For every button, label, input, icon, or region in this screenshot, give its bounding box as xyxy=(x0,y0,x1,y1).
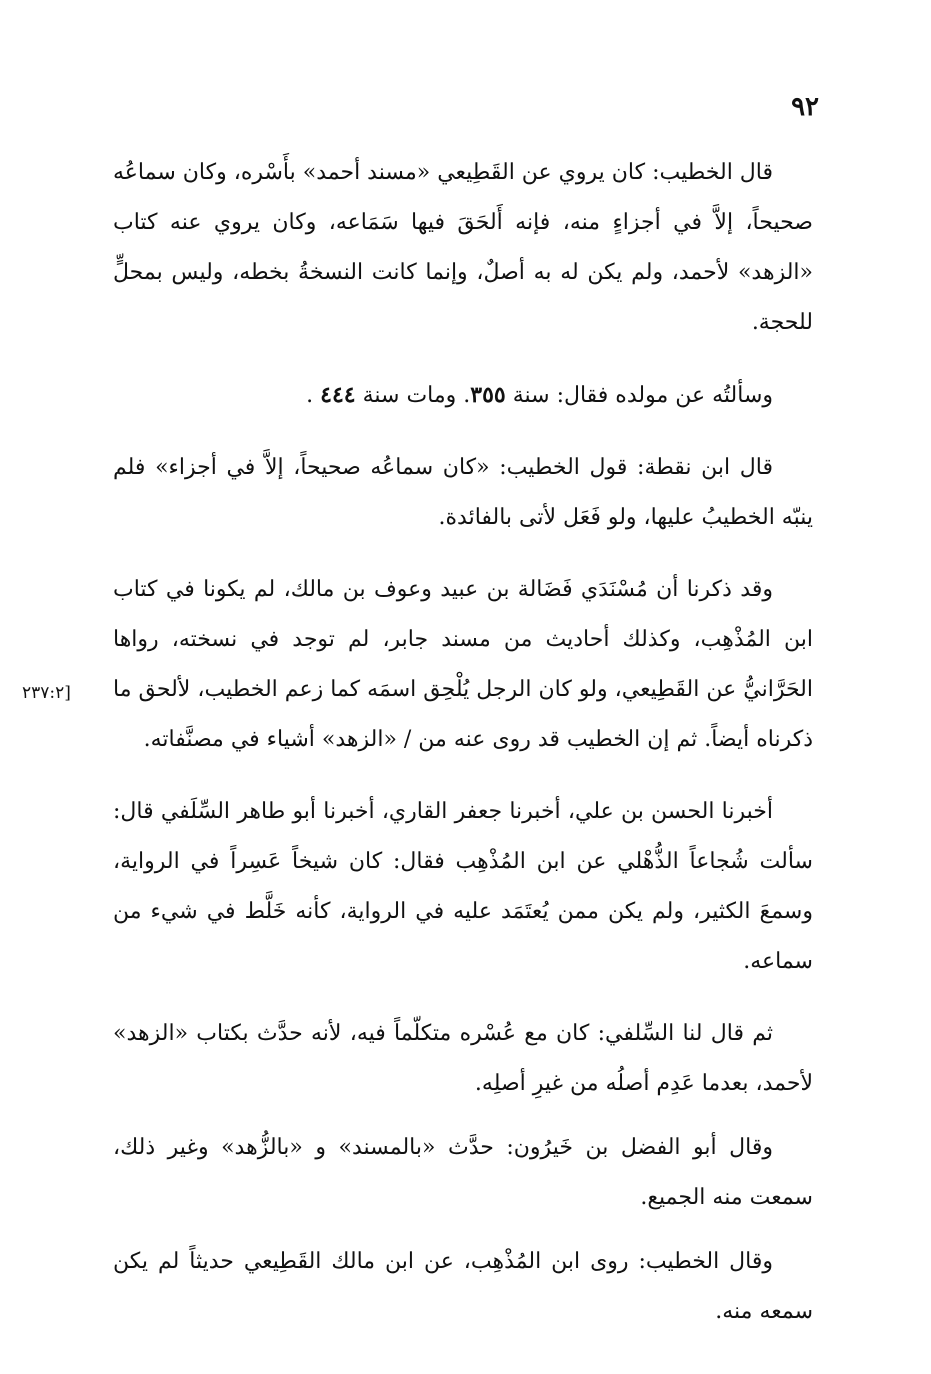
paragraph-khatib-final: وقال الخطيب: روى ابن المُذْهِب، عن ابن مالك القَطِيعي حديثاً لم يكن سمعه منه. xyxy=(113,1249,813,1324)
birth-year: ٣٥٥ xyxy=(470,382,506,408)
margin-reference: [٢٣٧:٢ xyxy=(22,683,71,703)
birth-death-text-before: وسألتُه عن مولده فقال: سنة xyxy=(505,383,773,408)
paragraph-birth-death xyxy=(113,370,813,421)
page-number: ٩٢ xyxy=(791,92,819,122)
paragraph-ibn-nuqta: قال ابن نقطة: قول الخطيب: «كان سماعُه صحيحاً، إلاَّ في أجزاء» فلم ينبّه الخطيبُ عليها، ولو فَعَل لأتى بالفائدة. xyxy=(113,455,813,530)
birth-death-text-middle: . ومات سنة xyxy=(355,383,471,408)
paragraph-musnad-note: وقد ذكرنا أن مُسْنَدَي فَضَالة بن عبيد وعوف بن مالك، لم يكونا في كتاب ابن المُذْهِب، وكذلك أحاديث من مسند جابر، لم توجد في نسخته، رواها الحَرَّانيُّ عن القَطِيعي، ولو كان الرجل يُلْحِق اسمَه كما زعم الخطيب، لألحق ما ذكرناه أيضاً. ثم إن الخطيب قد روى عنه من / «الزهد» أشياء في مصنَّفاته. xyxy=(113,577,813,752)
paragraph-isnad-silafi: أخبرنا الحسن بن علي، أخبرنا جعفر القاري، أخبرنا أبو طاهر السِّلَفي قال: سألت شُجاعاً الذُّهْلي عن ابن المُذْهِب فقال: كان شيخاً عَسِراً في الرواية، وسمعَ الكثير، ولم يكن ممن يُعتَمَد عليه في الرواية، كأنه خَلَّط في شيء من سماعه. xyxy=(113,799,813,974)
paragraph-ibn-khayrun: وقال أبو الفضل بن خَيرُون: حدَّث «بالمسند» و «بالزُّهد» وغير ذلك، سمعت منه الجميع. xyxy=(113,1135,813,1210)
death-year: ٤٤٤ xyxy=(320,382,356,408)
body-text xyxy=(113,148,813,1351)
paragraph-silafi-comment: ثم قال لنا السِّلفي: كان مع عُسْره متكلّماً فيه، لأنه حدَّث بكتاب «الزهد» لأحمد، بعدما عَدِم أصلُه من غيرِ أصلِه. xyxy=(113,1021,813,1096)
paragraph-khatib-statement: قال الخطيب: كان يروي عن القَطِيعي «مسند أحمد» بأَسْره، وكان سماعُه صحيحاً، إلاَّ في أجزاءٍ منه، فإنه أَلحَقَ فيها سَمَاعه، وكان يروي عنه كتاب «الزهد» لأحمد، ولم يكن له به أصلٌ، وإنما كانت النسخةُ بخطه، وليس بمحلٍّ للحجة. xyxy=(113,160,813,335)
birth-death-text-after: . xyxy=(306,383,321,408)
